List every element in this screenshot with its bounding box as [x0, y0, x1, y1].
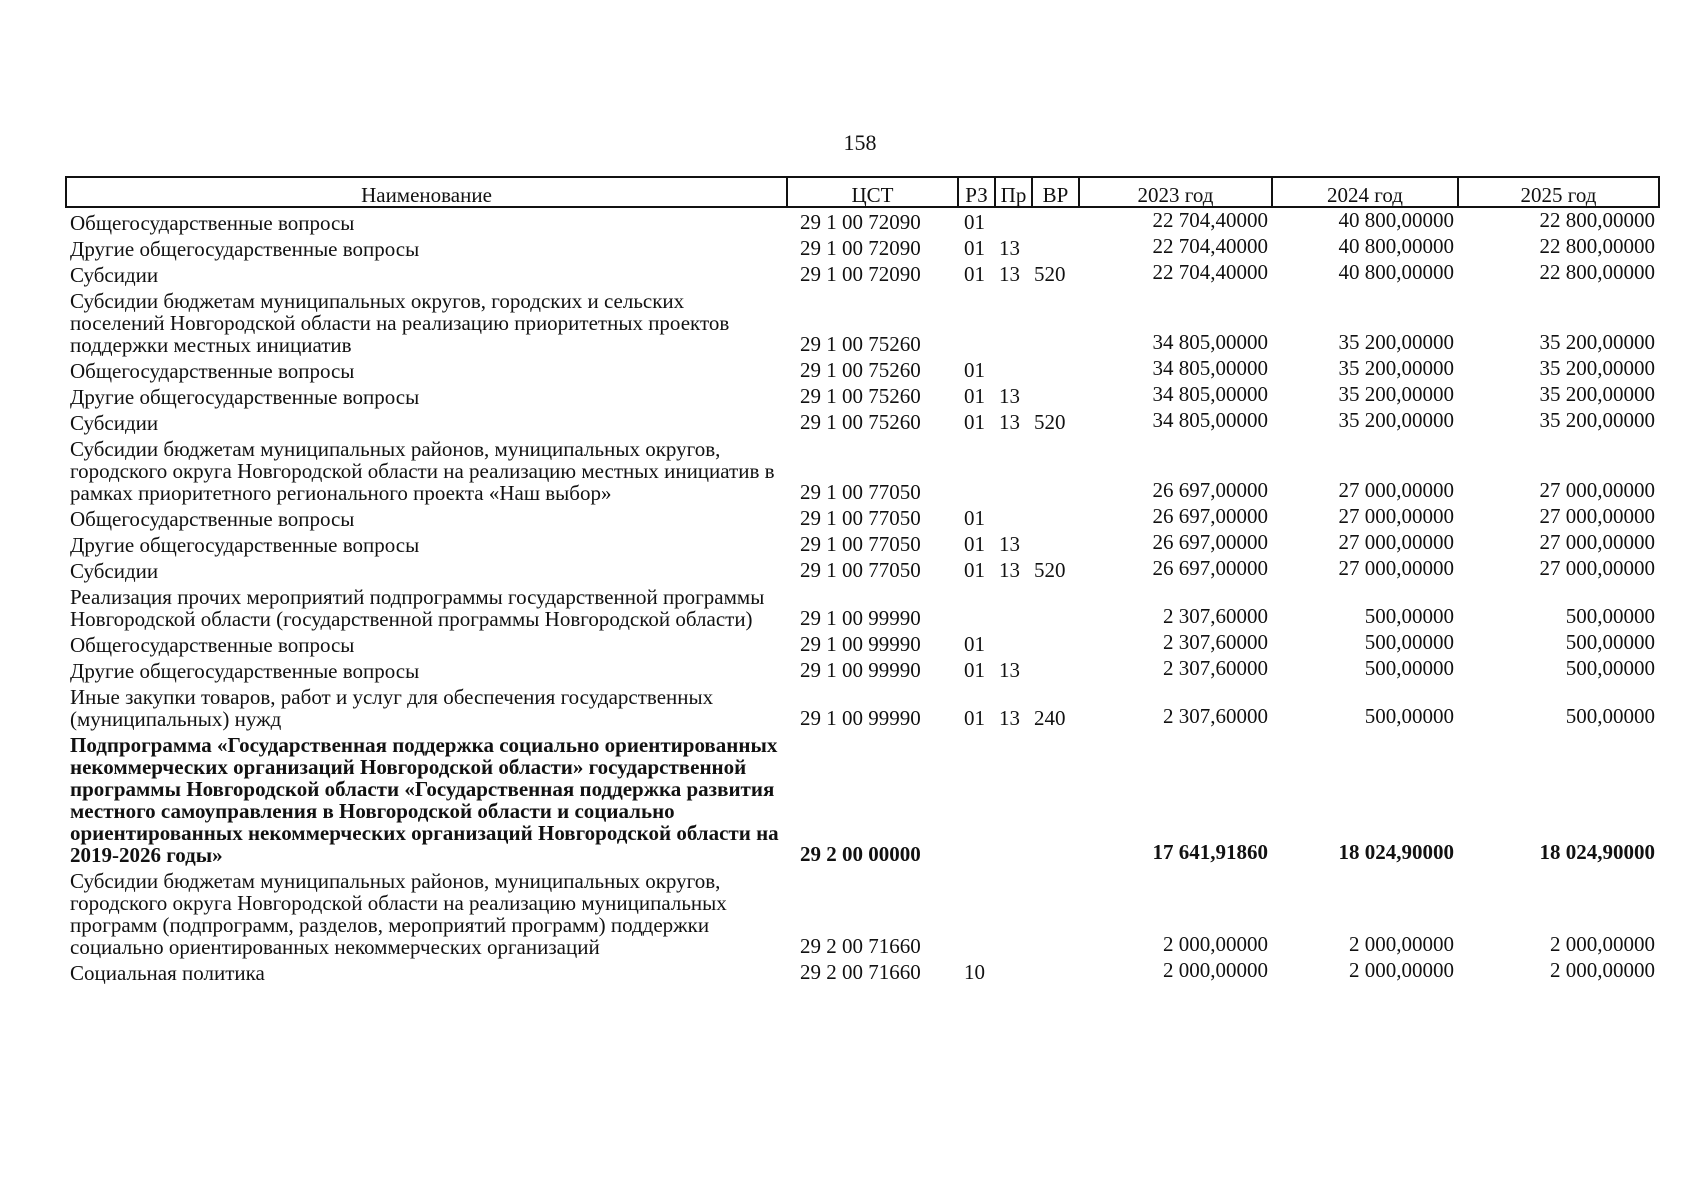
cell-cst: 29 2 00 71660	[800, 934, 921, 958]
table-row	[66, 207, 1659, 234]
cell-2023: 2 000,00000	[1163, 958, 1268, 982]
cell-name: Социальная политика	[70, 961, 265, 985]
cell-cst: 29 1 00 72090	[800, 210, 921, 234]
cell-2023: 2 307,60000	[1163, 630, 1268, 654]
cell-2024: 500,00000	[1364, 604, 1454, 628]
cell-name: Общегосударственные вопросы	[70, 507, 355, 531]
cell-cst: 29 1 00 99990	[800, 706, 921, 730]
cell-2025: 2 000,00000	[1550, 932, 1655, 956]
cell-vr	[1032, 656, 1079, 682]
table-row	[66, 682, 1659, 730]
cell-pr: 13	[999, 532, 1020, 556]
cell-name: Реализация прочих мероприятий подпрограммы государственной программы Новгородской области (государственной программы Новгородской области)	[70, 585, 765, 631]
cell-2024: 27 000,00000	[1338, 556, 1454, 580]
cell-vr	[1032, 582, 1079, 630]
cell-rz: 01	[964, 706, 985, 730]
cell-pr	[995, 958, 1032, 984]
cell-pr	[995, 286, 1032, 356]
cell-2025: 500,00000	[1565, 604, 1655, 628]
cell-2024: 500,00000	[1364, 704, 1454, 728]
cell-rz: 01	[964, 358, 985, 382]
cell-vr	[1032, 530, 1079, 556]
cell-2025: 500,00000	[1565, 656, 1655, 680]
cell-name: Общегосударственные вопросы	[70, 211, 355, 235]
header-cst: ЦСТ	[787, 177, 958, 207]
table-row	[66, 630, 1659, 656]
cell-name: Иные закупки товаров, работ и услуг для обеспечения государственных (муниципальных) нужд	[70, 685, 714, 731]
header-2024: 2024 год	[1272, 177, 1458, 207]
cell-pr: 13	[999, 706, 1020, 730]
cell-pr	[995, 630, 1032, 656]
cell-vr	[1032, 382, 1079, 408]
table-row	[66, 260, 1659, 286]
cell-pr	[995, 866, 1032, 958]
cell-vr	[1032, 356, 1079, 382]
header-2023: 2023 год	[1079, 177, 1272, 207]
cell-2024: 40 800,00000	[1338, 234, 1454, 258]
table-row	[66, 958, 1659, 984]
header-rz: РЗ	[958, 177, 995, 207]
cell-rz: 01	[964, 506, 985, 530]
cell-rz: 01	[964, 236, 985, 260]
cell-rz	[958, 286, 995, 356]
cell-2025: 22 800,00000	[1539, 208, 1655, 232]
cell-vr	[1032, 286, 1079, 356]
cell-rz: 01	[964, 632, 985, 656]
cell-name: Другие общегосударственные вопросы	[70, 533, 420, 557]
header-name: Наименование	[66, 177, 787, 207]
cell-2023: 26 697,00000	[1152, 504, 1268, 528]
cell-rz: 01	[964, 558, 985, 582]
cell-vr: 520	[1034, 558, 1066, 582]
cell-cst: 29 1 00 77050	[800, 506, 921, 530]
cell-2023: 34 805,00000	[1152, 408, 1268, 432]
cell-2023: 34 805,00000	[1152, 330, 1268, 354]
cell-2023: 26 697,00000	[1152, 556, 1268, 580]
cell-rz	[958, 730, 995, 866]
cell-vr	[1032, 866, 1079, 958]
cell-2024: 500,00000	[1364, 630, 1454, 654]
header-pr: Пр	[995, 177, 1032, 207]
cell-2025: 22 800,00000	[1539, 260, 1655, 284]
cell-cst: 29 2 00 00000	[800, 842, 921, 866]
cell-name: Подпрограмма «Государственная поддержка социально ориентированных некоммерческих организаций Новгородской области» государственной программы Новгородской области «Государственная поддержка развития местного самоуправления в Новгородской области и социально ориентированных некоммерческих организаций Новгородской области на 2019-2026 годы»	[70, 733, 779, 867]
cell-2023: 22 704,40000	[1152, 234, 1268, 258]
cell-2024: 27 000,00000	[1338, 530, 1454, 554]
cell-rz: 01	[964, 384, 985, 408]
table-row	[66, 286, 1659, 356]
cell-2025: 500,00000	[1565, 704, 1655, 728]
cell-2023: 34 805,00000	[1152, 382, 1268, 406]
cell-vr: 520	[1034, 410, 1066, 434]
cell-2024: 2 000,00000	[1349, 932, 1454, 956]
cell-2025: 500,00000	[1565, 630, 1655, 654]
cell-name: Субсидии бюджетам муниципальных округов, городских и сельских поселений Новгородской области на реализацию приоритетных проектов поддержки местных инициатив	[70, 289, 730, 357]
cell-name: Субсидии	[70, 411, 159, 435]
page-number: 158	[843, 130, 877, 155]
cell-name: Общегосударственные вопросы	[70, 633, 355, 657]
cell-cst: 29 1 00 77050	[800, 480, 921, 504]
cell-2025: 27 000,00000	[1539, 478, 1655, 502]
cell-2025: 18 024,90000	[1539, 840, 1655, 864]
cell-2024: 35 200,00000	[1338, 330, 1454, 354]
header-vr: ВР	[1032, 177, 1079, 207]
table-header-row	[66, 177, 1659, 207]
cell-rz: 01	[964, 532, 985, 556]
cell-pr	[995, 207, 1032, 234]
cell-name: Другие общегосударственные вопросы	[70, 385, 420, 409]
cell-2023: 17 641,91860	[1152, 840, 1268, 864]
cell-rz	[958, 582, 995, 630]
cell-vr: 520	[1034, 262, 1066, 286]
cell-2024: 35 200,00000	[1338, 408, 1454, 432]
cell-cst: 29 1 00 72090	[800, 236, 921, 260]
cell-vr	[1032, 504, 1079, 530]
table-row	[66, 504, 1659, 530]
cell-pr	[995, 434, 1032, 504]
cell-rz	[958, 434, 995, 504]
cell-vr	[1032, 730, 1079, 866]
cell-2023: 2 307,60000	[1163, 604, 1268, 628]
budget-table	[65, 176, 1660, 984]
table-row	[66, 730, 1659, 866]
cell-2025: 2 000,00000	[1550, 958, 1655, 982]
cell-2024: 35 200,00000	[1338, 356, 1454, 380]
cell-2023: 2 307,60000	[1163, 656, 1268, 680]
cell-pr	[995, 356, 1032, 382]
table-row	[66, 434, 1659, 504]
cell-2023: 2 307,60000	[1163, 704, 1268, 728]
cell-cst: 29 1 00 75260	[800, 384, 921, 408]
cell-vr	[1032, 958, 1079, 984]
cell-2024: 500,00000	[1364, 656, 1454, 680]
cell-pr: 13	[999, 410, 1020, 434]
cell-vr	[1032, 234, 1079, 260]
table-row	[66, 582, 1659, 630]
cell-cst: 29 1 00 75260	[800, 332, 921, 356]
cell-name: Общегосударственные вопросы	[70, 359, 355, 383]
cell-2024: 40 800,00000	[1338, 208, 1454, 232]
cell-pr	[995, 504, 1032, 530]
cell-2023: 26 697,00000	[1152, 530, 1268, 554]
cell-2025: 22 800,00000	[1539, 234, 1655, 258]
cell-pr: 13	[999, 236, 1020, 260]
cell-pr: 13	[999, 384, 1020, 408]
cell-2023: 22 704,40000	[1152, 260, 1268, 284]
cell-2025: 27 000,00000	[1539, 556, 1655, 580]
cell-cst: 29 1 00 77050	[800, 558, 921, 582]
cell-cst: 29 1 00 99990	[800, 606, 921, 630]
cell-2025: 27 000,00000	[1539, 530, 1655, 554]
cell-pr: 13	[999, 658, 1020, 682]
cell-cst: 29 1 00 75260	[800, 410, 921, 434]
table-row	[66, 356, 1659, 382]
cell-rz: 01	[964, 262, 985, 286]
table-row	[66, 382, 1659, 408]
cell-pr	[995, 582, 1032, 630]
cell-pr	[995, 730, 1032, 866]
cell-pr: 13	[999, 262, 1020, 286]
cell-2023: 22 704,40000	[1152, 208, 1268, 232]
cell-name: Другие общегосударственные вопросы	[70, 237, 420, 261]
cell-2023: 34 805,00000	[1152, 356, 1268, 380]
cell-vr	[1032, 630, 1079, 656]
cell-cst: 29 2 00 71660	[800, 960, 921, 984]
cell-cst: 29 1 00 77050	[800, 532, 921, 556]
cell-2024: 27 000,00000	[1338, 504, 1454, 528]
cell-vr	[1032, 434, 1079, 504]
cell-2024: 2 000,00000	[1349, 958, 1454, 982]
cell-rz: 01	[964, 210, 985, 234]
cell-rz: 01	[964, 410, 985, 434]
cell-2024: 35 200,00000	[1338, 382, 1454, 406]
cell-vr: 240	[1034, 706, 1066, 730]
cell-2024: 18 024,90000	[1338, 840, 1454, 864]
cell-name: Субсидии	[70, 559, 159, 583]
cell-2025: 27 000,00000	[1539, 504, 1655, 528]
cell-cst: 29 1 00 72090	[800, 262, 921, 286]
cell-cst: 29 1 00 99990	[800, 632, 921, 656]
cell-2024: 40 800,00000	[1338, 260, 1454, 284]
cell-2024: 27 000,00000	[1338, 478, 1454, 502]
cell-vr	[1032, 207, 1079, 234]
cell-pr: 13	[999, 558, 1020, 582]
cell-cst: 29 1 00 99990	[800, 658, 921, 682]
cell-name: Субсидии	[70, 263, 159, 287]
table-row	[66, 656, 1659, 682]
cell-name: Субсидии бюджетам муниципальных районов, муниципальных округов, городского округа Новгородской области на реализацию муниципальных программ (подпрограмм, разделов, мероприятий программ) поддержки социально ориентированных некоммерческих организаций	[70, 869, 727, 959]
cell-2023: 26 697,00000	[1152, 478, 1268, 502]
cell-rz: 01	[964, 658, 985, 682]
cell-2025: 35 200,00000	[1539, 408, 1655, 432]
table-body	[66, 207, 1659, 984]
table-row	[66, 866, 1659, 958]
cell-2025: 35 200,00000	[1539, 330, 1655, 354]
cell-rz: 10	[964, 960, 985, 984]
cell-2025: 35 200,00000	[1539, 382, 1655, 406]
header-2025: 2025 год	[1458, 177, 1659, 207]
table-row	[66, 556, 1659, 582]
cell-name: Другие общегосударственные вопросы	[70, 659, 420, 683]
cell-name: Субсидии бюджетам муниципальных районов, муниципальных округов, городского округа Новгородской области на реализацию местных инициатив в рамках приоритетного регионального проекта «Наш выбор»	[70, 437, 775, 505]
cell-rz	[958, 866, 995, 958]
table-row	[66, 234, 1659, 260]
table-row	[66, 530, 1659, 556]
cell-2025: 35 200,00000	[1539, 356, 1655, 380]
cell-cst: 29 1 00 75260	[800, 358, 921, 382]
cell-2023: 2 000,00000	[1163, 932, 1268, 956]
table-row	[66, 408, 1659, 434]
